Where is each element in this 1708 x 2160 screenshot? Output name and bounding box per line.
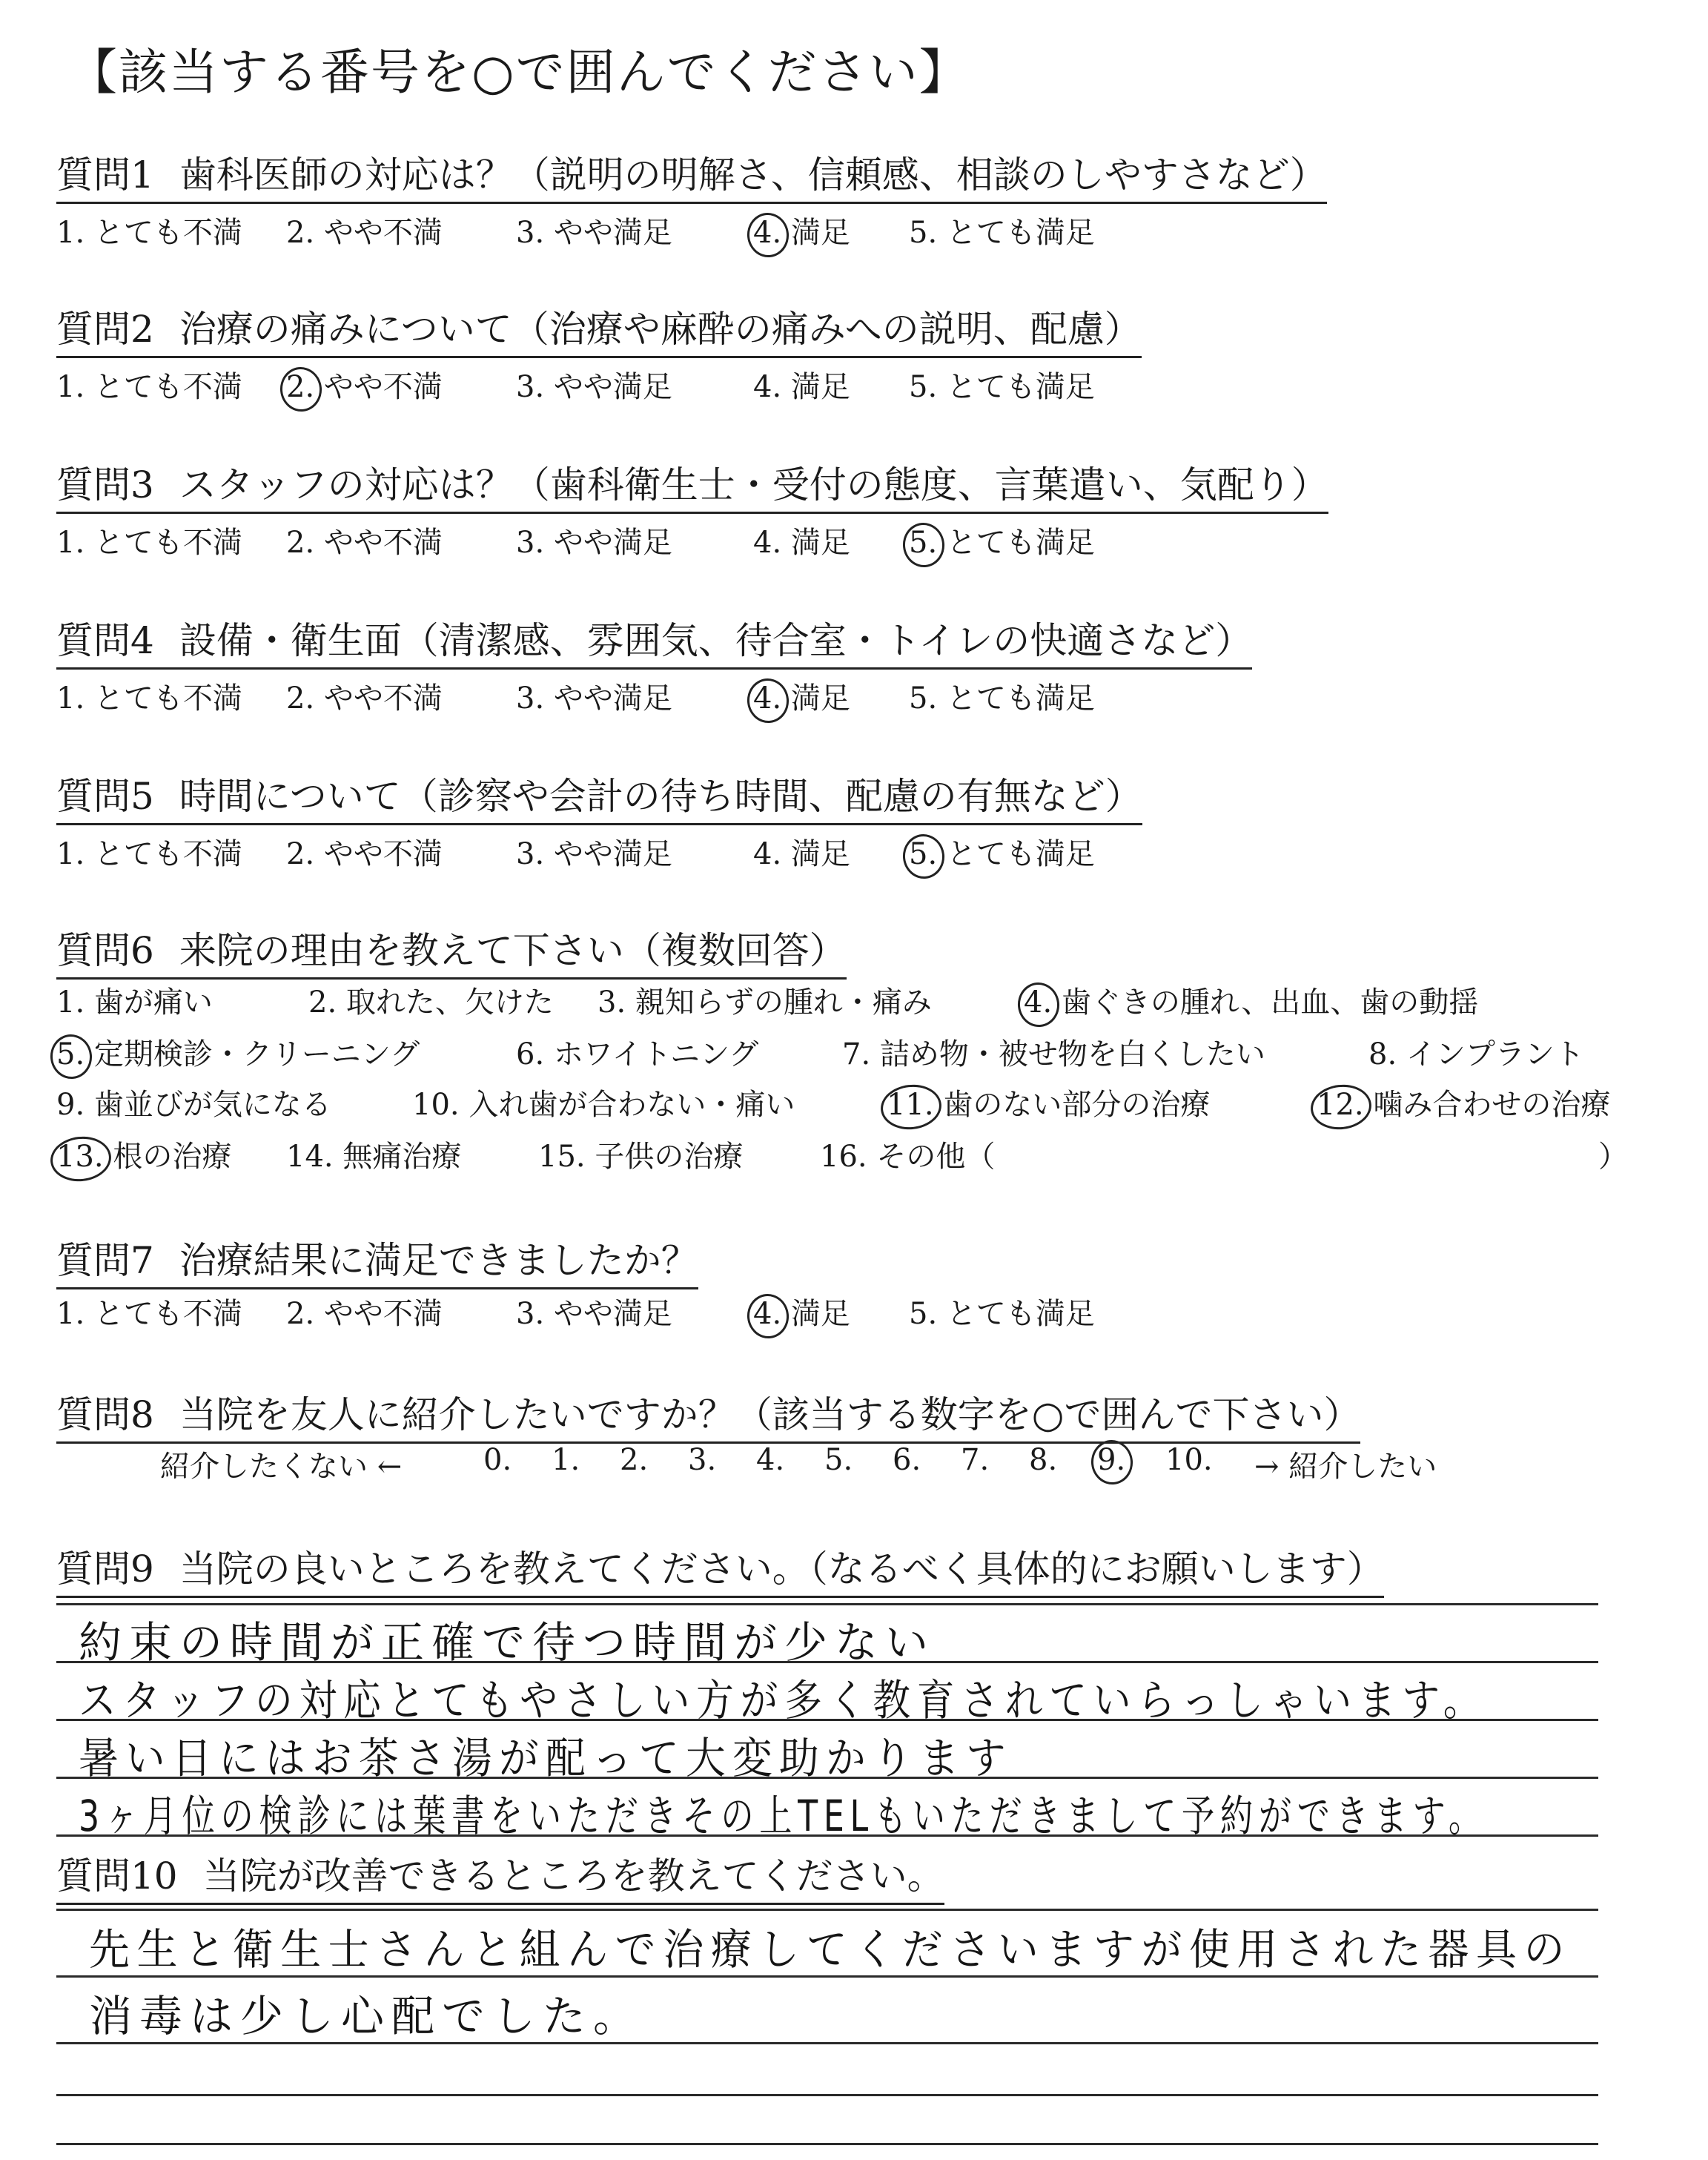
option-number: 3. bbox=[516, 681, 545, 716]
scale-option bbox=[516, 1290, 672, 1332]
scale-number bbox=[620, 1443, 648, 1477]
option-label: やや満足 bbox=[544, 837, 672, 871]
recommend-right-label: → 紹介したい bbox=[1254, 1450, 1437, 1484]
reason-row bbox=[56, 1081, 1650, 1122]
reason-row bbox=[56, 979, 1650, 1020]
question-text: 歯科医師の対応は？（説明の明解さ、信頼感、相談のしやすさなど） bbox=[179, 153, 1327, 196]
option-label: やや満足 bbox=[544, 370, 672, 404]
scale-option bbox=[516, 209, 672, 251]
scale-number bbox=[552, 1443, 580, 1477]
reason-option bbox=[598, 979, 932, 1021]
scale-option bbox=[56, 209, 242, 251]
question-heading bbox=[56, 1231, 698, 1289]
option-number: 2. bbox=[286, 681, 315, 716]
question-heading bbox=[56, 455, 1328, 514]
handwritten-answer: 先生と衛生士さんと組んで治療してくださいますが使用された器具の bbox=[89, 1924, 1572, 1975]
option-label: その他（ bbox=[867, 1140, 996, 1174]
answer-scale bbox=[56, 363, 1168, 404]
option-label: 満足 bbox=[781, 1297, 850, 1331]
question-heading bbox=[56, 1385, 1360, 1444]
option-label: ホワイトニング bbox=[544, 1037, 759, 1071]
option-label: やや満足 bbox=[544, 1297, 672, 1331]
option-number: 3. bbox=[516, 1297, 545, 1331]
reason-option bbox=[56, 979, 213, 1021]
circled-answer: 5. bbox=[909, 837, 938, 871]
reason-option bbox=[412, 1081, 795, 1123]
circled-answer: 2. bbox=[286, 370, 315, 404]
option-label: とても満足 bbox=[937, 681, 1095, 716]
handwritten-answer: 3ヶ月位の検診には葉書をいただきその上TELもいただきまして予約ができます。 bbox=[79, 1791, 1487, 1841]
scale-option bbox=[753, 1290, 850, 1332]
option-label: 定期検診・クリーニング bbox=[85, 1037, 420, 1071]
circled-answer: 4. bbox=[753, 1297, 782, 1331]
scale-option bbox=[286, 363, 443, 406]
option-number: 1. bbox=[56, 681, 85, 716]
question-text: 来院の理由を教えて下さい（複数回答） bbox=[179, 929, 847, 972]
question-number: 質問6 bbox=[56, 929, 154, 972]
scale-option bbox=[286, 1290, 443, 1332]
handwritten-answer: 消毒は少し心配でした。 bbox=[89, 1991, 644, 2041]
circled-answer bbox=[1097, 1443, 1125, 1477]
question-heading bbox=[56, 1846, 944, 1905]
scale-option bbox=[753, 209, 850, 251]
question-heading bbox=[56, 767, 1142, 825]
option-label: 歯並びが気になる bbox=[85, 1088, 331, 1122]
option-label: 入れ歯が合わない・痛い bbox=[459, 1088, 795, 1122]
scale-value: 1. bbox=[552, 1443, 580, 1477]
handwritten-answer: 約束の時間が正確で待つ時間が少ない bbox=[79, 1617, 936, 1668]
option-number: 3. bbox=[516, 837, 545, 871]
option-label: 詰め物・被せ物を白くしたい bbox=[870, 1037, 1265, 1071]
answer-scale bbox=[56, 1290, 1168, 1331]
scale-option bbox=[286, 830, 443, 873]
reason-option bbox=[516, 1031, 758, 1073]
option-number: 6. bbox=[516, 1037, 545, 1071]
handwritten-answer: スタッフの対応とてもやさしい方が多く教育されていらっしゃいます。 bbox=[79, 1675, 1488, 1725]
reason-option bbox=[842, 1031, 1265, 1073]
option-number: 2. bbox=[286, 526, 315, 560]
scale-value: 6. bbox=[893, 1443, 921, 1477]
question-heading bbox=[56, 611, 1252, 670]
circled-answer: 4. bbox=[753, 216, 782, 250]
option-number: 1. bbox=[56, 216, 85, 250]
option-label: やや不満 bbox=[314, 370, 443, 404]
scale-option bbox=[753, 363, 850, 406]
other-close-paren: ） bbox=[1598, 1140, 1628, 1174]
circled-answer: 4. bbox=[1024, 985, 1053, 1020]
reason-option bbox=[1024, 979, 1478, 1021]
option-label: やや不満 bbox=[314, 1297, 443, 1331]
question-text: スタッフの対応は？（歯科衛生士・受付の態度、言葉遣い、気配り） bbox=[179, 463, 1328, 506]
question-number: 質問4 bbox=[56, 619, 154, 662]
scale-value: 7. bbox=[961, 1443, 990, 1477]
option-label: やや不満 bbox=[314, 526, 443, 560]
reason-option bbox=[887, 1081, 1210, 1123]
option-label: とても満足 bbox=[937, 370, 1095, 404]
option-label: とても満足 bbox=[937, 216, 1095, 250]
answer-scale bbox=[56, 830, 1168, 871]
ruled-line bbox=[56, 1909, 1598, 1911]
scale-value: 3. bbox=[688, 1443, 717, 1477]
scale-value: 5. bbox=[824, 1443, 853, 1477]
option-label: 満足 bbox=[781, 216, 850, 250]
recommend-scale bbox=[160, 1443, 1569, 1484]
option-label: 歯ぐきの腫れ、出血、歯の動揺 bbox=[1052, 985, 1479, 1020]
option-number: 1. bbox=[56, 370, 85, 404]
scale-option bbox=[753, 830, 850, 873]
scale-option bbox=[909, 209, 1095, 251]
scale-option bbox=[516, 675, 672, 717]
option-number: 5. bbox=[909, 1297, 938, 1331]
reason-option bbox=[56, 1081, 331, 1123]
option-label: とても不満 bbox=[85, 370, 242, 404]
option-number: 15. bbox=[538, 1140, 586, 1174]
scale-option bbox=[753, 519, 850, 561]
option-number: 9. bbox=[56, 1088, 85, 1122]
scale-option bbox=[286, 519, 443, 561]
option-label: やや満足 bbox=[544, 526, 672, 560]
question-number: 質問8 bbox=[56, 1393, 154, 1436]
option-number: 2. bbox=[286, 837, 315, 871]
option-label: 歯が痛い bbox=[85, 985, 213, 1020]
circled-answer: 12. bbox=[1317, 1088, 1364, 1122]
option-label: 根の治療 bbox=[103, 1140, 232, 1174]
option-number: 3. bbox=[516, 526, 545, 560]
option-number: 4. bbox=[753, 837, 782, 871]
question-number: 質問3 bbox=[56, 463, 154, 506]
scale-number bbox=[688, 1443, 716, 1477]
scale-option bbox=[56, 519, 242, 561]
option-number: 3. bbox=[598, 985, 626, 1020]
option-number: 8. bbox=[1368, 1037, 1397, 1071]
option-number: 2. bbox=[308, 985, 337, 1020]
option-number: 2. bbox=[286, 1297, 315, 1331]
scale-option bbox=[516, 830, 672, 873]
scale-option bbox=[516, 363, 672, 406]
option-label: とても満足 bbox=[937, 1297, 1095, 1331]
option-label: 満足 bbox=[781, 837, 850, 871]
circled-answer: 5. bbox=[56, 1037, 85, 1071]
ruled-line bbox=[56, 2143, 1598, 2145]
scale-value: 4. bbox=[756, 1443, 785, 1477]
option-label: やや満足 bbox=[544, 216, 672, 250]
reason-option bbox=[56, 1031, 420, 1073]
option-number: 2. bbox=[286, 216, 315, 250]
scale-option bbox=[753, 675, 850, 717]
scale-value: 0. bbox=[483, 1443, 512, 1477]
question-number: 質問7 bbox=[56, 1239, 154, 1282]
option-number: 14. bbox=[286, 1140, 334, 1174]
reason-option bbox=[820, 1133, 995, 1175]
option-number: 5. bbox=[909, 681, 938, 716]
reason-option bbox=[1317, 1081, 1610, 1123]
question-number: 質問2 bbox=[56, 308, 154, 351]
option-number: 5. bbox=[909, 216, 938, 250]
option-number: 1. bbox=[56, 1297, 85, 1331]
scale-option bbox=[909, 519, 1095, 561]
option-number: 3. bbox=[516, 370, 545, 404]
scale-number bbox=[756, 1443, 784, 1477]
scale-value: 9. bbox=[1097, 1443, 1126, 1477]
option-label: とても不満 bbox=[85, 837, 242, 871]
reason-option bbox=[308, 979, 554, 1021]
answer-scale bbox=[56, 209, 1168, 250]
option-label: やや不満 bbox=[314, 216, 443, 250]
question-text: 時間について（診察や会計の待ち時間、配慮の有無など） bbox=[179, 775, 1142, 818]
scale-option bbox=[286, 675, 443, 717]
form-title: 【該当する番号を○で囲んでください】 bbox=[68, 44, 970, 101]
question-heading bbox=[56, 300, 1142, 358]
question-number: 質問1 bbox=[56, 153, 154, 196]
option-label: 歯のない部分の治療 bbox=[933, 1088, 1211, 1122]
scale-option bbox=[909, 830, 1095, 873]
scale-number bbox=[1165, 1443, 1213, 1477]
option-label: とても不満 bbox=[85, 681, 242, 716]
answer-scale bbox=[56, 675, 1168, 716]
option-number: 1. bbox=[56, 985, 85, 1020]
option-number: 3. bbox=[516, 216, 545, 250]
scale-value: 10. bbox=[1165, 1443, 1213, 1477]
handwritten-answer: 暑い日にはお茶さ湯が配って大変助かります bbox=[79, 1733, 1013, 1783]
scale-option bbox=[56, 675, 242, 717]
option-label: 子供の治療 bbox=[585, 1140, 744, 1174]
option-label: とても満足 bbox=[937, 837, 1095, 871]
question-number: 質問5 bbox=[56, 775, 154, 818]
answer-scale bbox=[56, 519, 1168, 560]
option-label: やや不満 bbox=[314, 681, 443, 716]
option-label: とても満足 bbox=[937, 526, 1095, 560]
question-text: 治療の痛みについて（治療や麻酔の痛みへの説明、配慮） bbox=[179, 308, 1142, 351]
option-label: 満足 bbox=[781, 526, 850, 560]
question-text: 治療結果に満足できましたか？ bbox=[179, 1239, 698, 1282]
reason-option bbox=[286, 1133, 461, 1175]
question-heading bbox=[56, 921, 847, 980]
option-number: 4. bbox=[753, 370, 782, 404]
scale-number bbox=[824, 1443, 853, 1477]
recommend-left-label: 紹介したくない ← bbox=[160, 1450, 403, 1484]
option-number: 1. bbox=[56, 526, 85, 560]
option-label: 満足 bbox=[781, 681, 850, 716]
option-label: やや満足 bbox=[544, 681, 672, 716]
ruled-line bbox=[56, 1603, 1598, 1605]
circled-answer: 13. bbox=[56, 1140, 104, 1174]
option-number: 16. bbox=[820, 1140, 867, 1174]
question-text: 当院を友人に紹介したいですか？（該当する数字を○で囲んで下さい） bbox=[179, 1393, 1361, 1436]
scale-number bbox=[893, 1443, 921, 1477]
option-label: 満足 bbox=[781, 370, 850, 404]
option-label: とても不満 bbox=[85, 526, 242, 560]
reason-row bbox=[56, 1133, 1650, 1174]
scale-option bbox=[909, 363, 1095, 406]
question-heading bbox=[56, 1539, 1384, 1598]
option-label: とても不満 bbox=[85, 1297, 242, 1331]
option-number: 1. bbox=[56, 837, 85, 871]
reason-row bbox=[56, 1031, 1650, 1071]
scale-option bbox=[56, 363, 242, 406]
option-number: 5. bbox=[909, 370, 938, 404]
question-heading bbox=[56, 145, 1327, 204]
question-text: 設備・衛生面（清潔感、雰囲気、待合室・トイレの快適さなど） bbox=[179, 619, 1253, 662]
option-label: インプラント bbox=[1397, 1037, 1584, 1071]
option-number: 7. bbox=[842, 1037, 871, 1071]
scale-option bbox=[56, 1290, 242, 1332]
option-label: やや不満 bbox=[314, 837, 443, 871]
scale-number bbox=[1029, 1443, 1057, 1477]
scale-value: 8. bbox=[1029, 1443, 1058, 1477]
option-label: 取れた、欠けた bbox=[337, 985, 554, 1020]
scale-option bbox=[56, 830, 242, 873]
option-label: 親知らずの腫れ・痛み bbox=[626, 985, 932, 1020]
option-number: 10. bbox=[412, 1088, 460, 1122]
scale-number bbox=[961, 1443, 989, 1477]
option-label: 噛み合わせの治療 bbox=[1363, 1088, 1611, 1122]
question-text: 当院の良いところを教えてください。（なるべく具体的にお願いします） bbox=[179, 1548, 1384, 1591]
circled-answer: 11. bbox=[887, 1088, 934, 1122]
option-label: 無痛治療 bbox=[333, 1140, 462, 1174]
reason-option bbox=[538, 1133, 743, 1175]
question-number: 質問10 bbox=[56, 1855, 178, 1898]
scale-option bbox=[909, 675, 1095, 717]
circled-answer: 5. bbox=[909, 526, 938, 560]
ruled-line bbox=[56, 2094, 1598, 2096]
reason-option bbox=[56, 1133, 231, 1175]
circled-answer: 4. bbox=[753, 681, 782, 716]
scale-option bbox=[286, 209, 443, 251]
option-number: 4. bbox=[753, 526, 782, 560]
reason-option bbox=[1368, 1031, 1584, 1073]
scale-option bbox=[516, 519, 672, 561]
scale-value: 2. bbox=[620, 1443, 649, 1477]
question-text: 当院が改善できるところを教えてください。 bbox=[202, 1855, 944, 1898]
scale-number bbox=[483, 1443, 512, 1477]
option-label: とても不満 bbox=[85, 216, 242, 250]
question-number: 質問9 bbox=[56, 1548, 154, 1591]
scale-option bbox=[909, 1290, 1095, 1332]
